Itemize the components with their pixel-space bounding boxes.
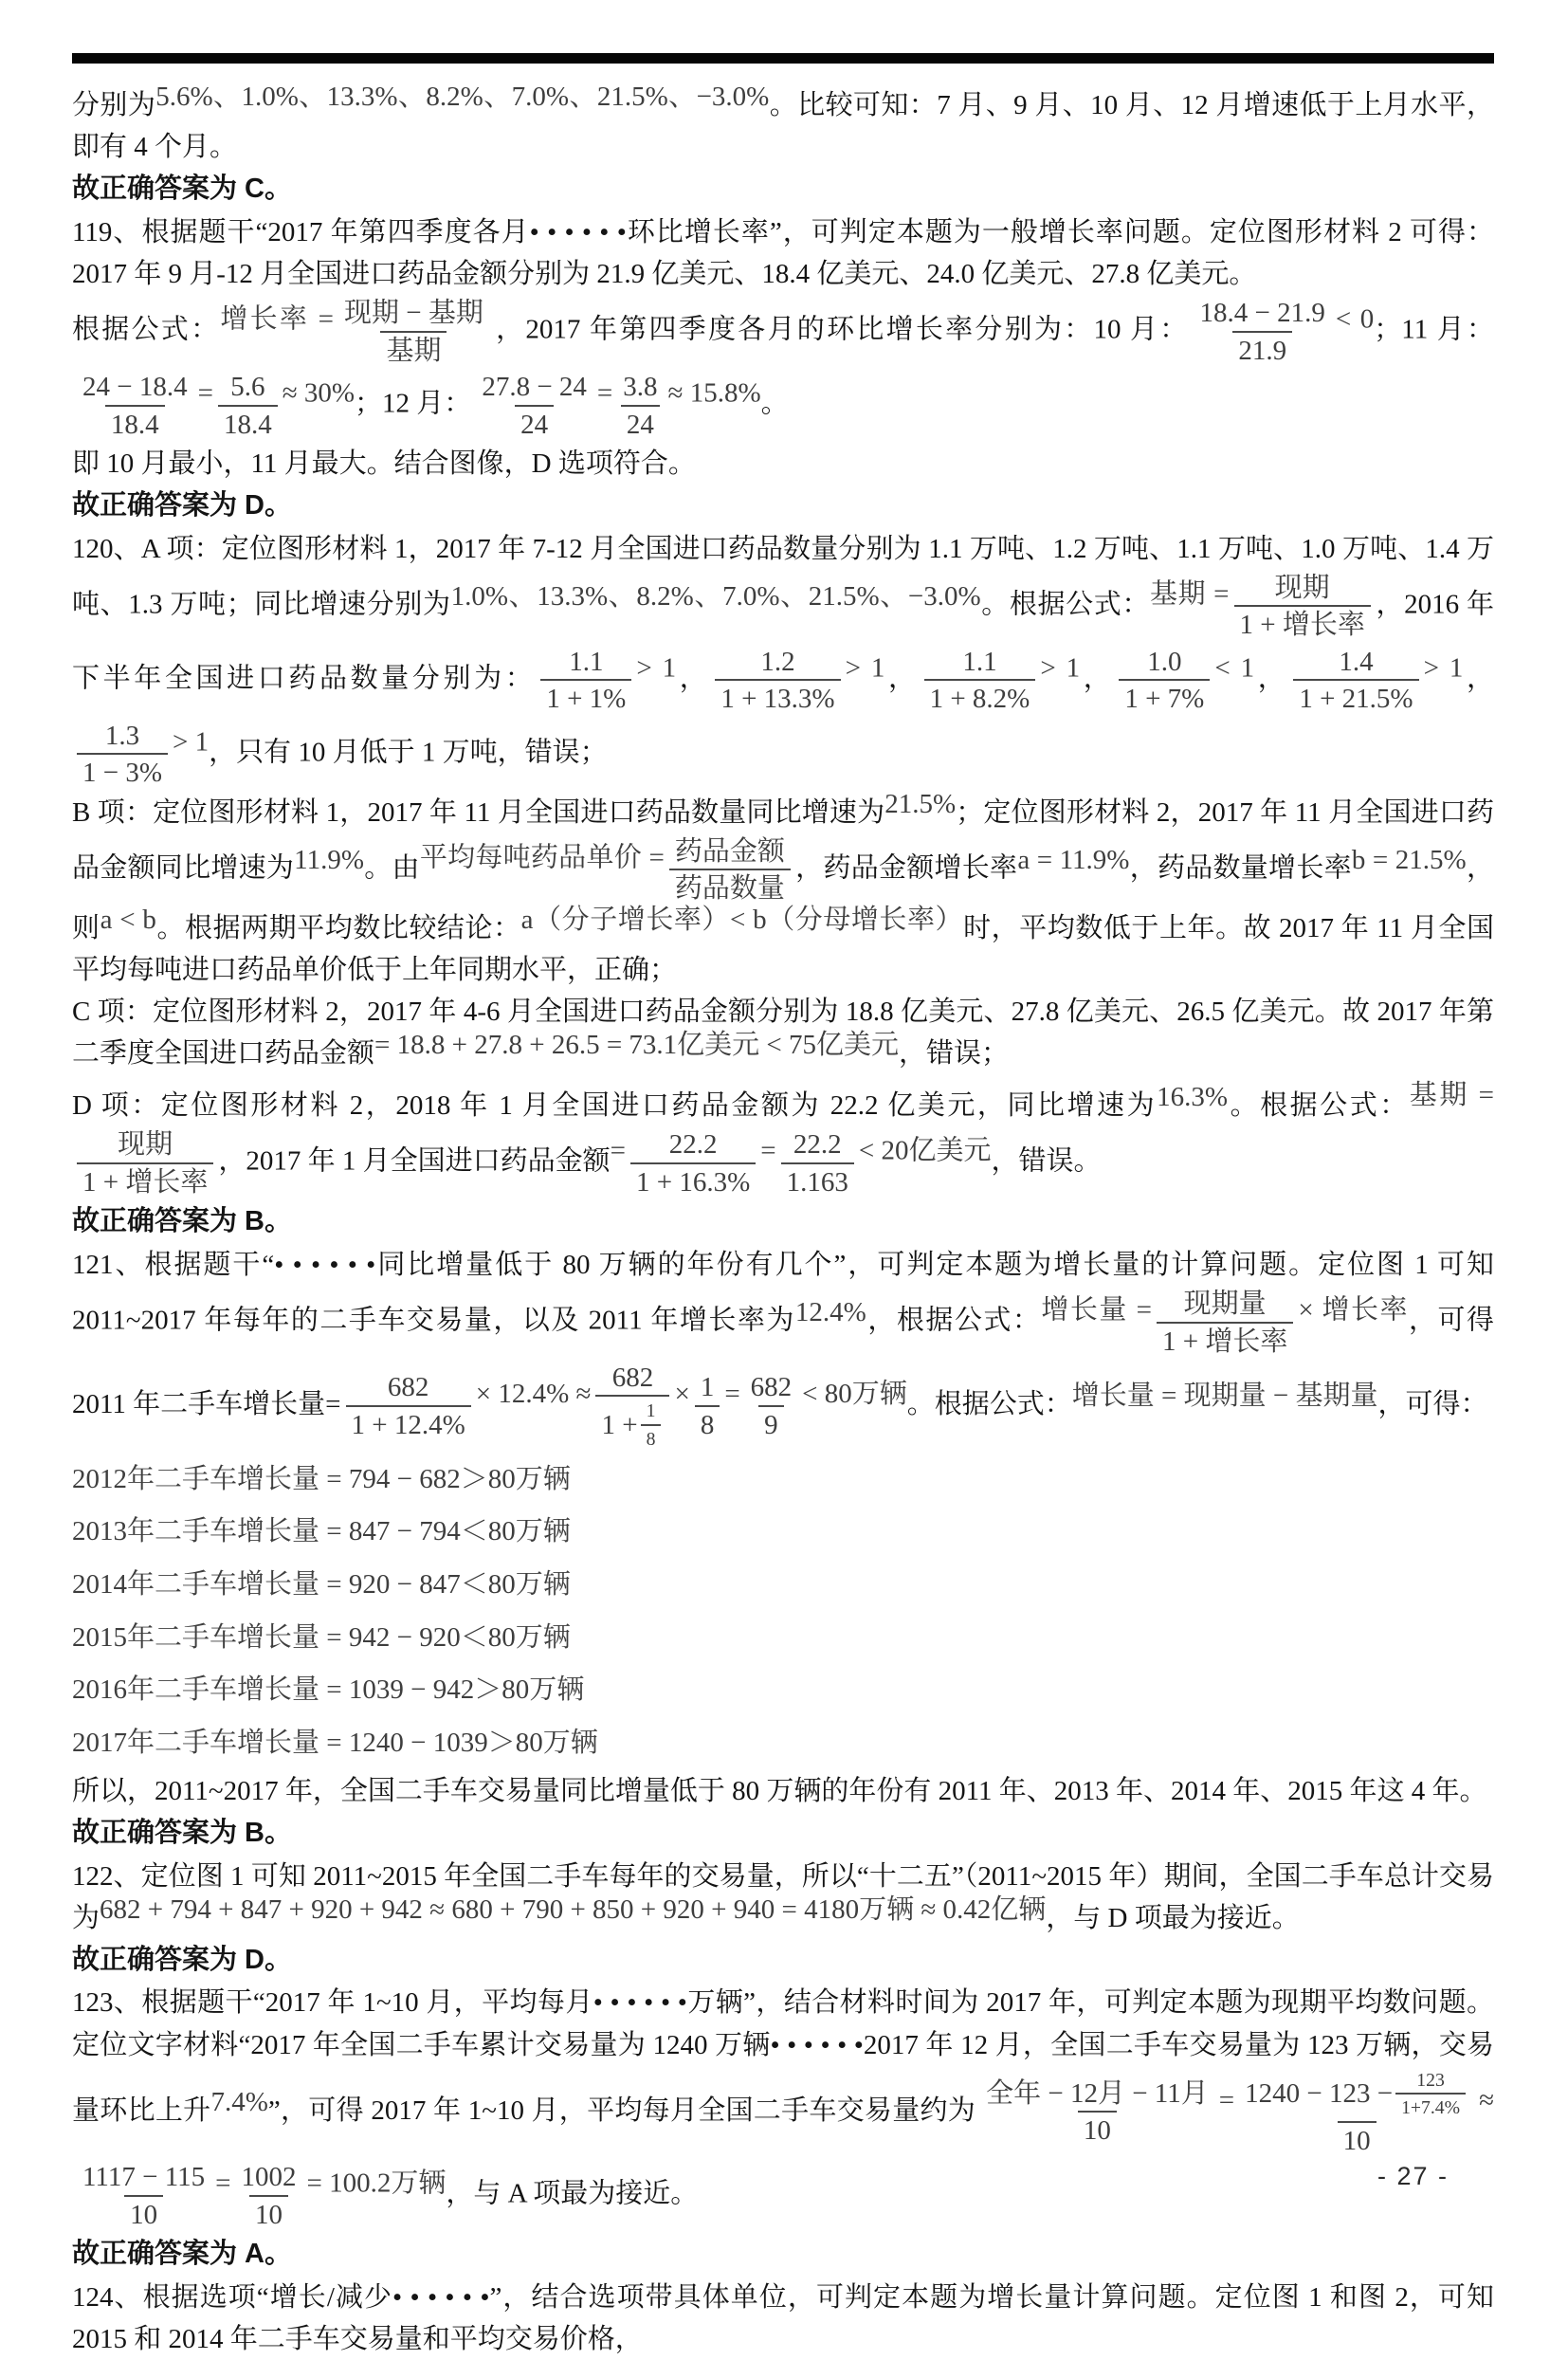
math-run: 基期 = [1150,578,1230,610]
text-run: ，错误； [899,1038,1010,1070]
math-run: 药品金额 [674,835,785,867]
math-run: = [197,377,213,409]
math-run: 5.6 [230,372,265,403]
fraction-denominator [77,753,168,789]
math-run: 1 + [601,1409,638,1440]
answer-line [72,168,1494,211]
text-run: 120、A 项：定位图形材料 1，2017 年 7-12 月全国进口药品数量分别为 1.1 万吨、1.2 万吨、1.1 万吨、1.0 万吨、1.4 万吨、1.3 万吨；同比增速分别为 [72,533,1494,620]
fraction-denominator [595,1395,669,1451]
paragraph [72,1982,1494,2233]
math-run: 1 + 1% [546,684,627,715]
math-run: 1.2 [760,646,795,677]
fraction-numerator [664,1128,723,1162]
text-run: 124、根据选项“增长/减少• • • • • •”，结合选项带具体单位，可判定本题为增长量计算问题。定位图 1 和图 2，可知 2015 和 2014 年二手车交易量和平均交易价格， [72,2282,1494,2355]
math-run: 1.3 [104,720,140,751]
text-run: D 项：定位图形材料 2，2018 年 1 月全国进口药品金额为 22.2 亿美元，同比增速为 [72,1090,1158,1122]
fraction-denominator [621,405,660,441]
fraction [338,297,489,367]
text-run: 。比较可知：7 月、9 月、10 月、12 月增速低于上月水平，即有 4 个月。 [72,90,1494,163]
fraction-denominator [781,1162,854,1198]
fraction-numerator [100,720,145,753]
fraction-numerator [695,1371,720,1404]
fraction-denominator [715,679,840,715]
math-run: 16.3% [1157,1082,1229,1113]
math-run: a < b [100,905,156,936]
text-run: 。根据公式： [1228,1090,1410,1122]
math-run: 现期 [1274,572,1330,603]
math-run: 2015年二手车增长量 = 942 − 920＜80万辆 [72,1621,571,1653]
fraction-denominator [630,1162,756,1198]
fraction-numerator [236,2161,302,2194]
page-number: - 27 - [1377,2162,1449,2190]
text-run: 123、根据题干“2017 年 1~10 月，平均每月• • • • • •万辆”，结合材料时间为 2017 年，可判定本题为现期平均数问题。定位文字材料“2017 年全国二手车累计交易量为 1240 万辆• • • • • •2017 年 12 月，全国二手车交易量为 123 万辆，交易量环比上升 [72,1987,1494,2126]
fraction-numerator [1411,2069,1450,2093]
fraction-denominator [1395,2093,1466,2119]
text-run: 。根据公式： [980,589,1151,620]
fraction [77,720,168,790]
math-run: 1002 [241,2162,297,2193]
math-run: ≈ 15.8% [667,377,761,409]
math-run: 1 + 21.5% [1299,684,1413,715]
fraction-denominator [346,1405,471,1441]
fraction-denominator [758,1405,784,1441]
fraction [745,1371,798,1441]
text-run: ，药品数量增长率 [1129,852,1352,884]
math-run: 1 + 增长率 [82,1166,209,1198]
fraction-numerator [607,1362,660,1395]
text-run: ，与 D 项最为接近。 [1046,1902,1300,1933]
fraction-numerator [77,2161,210,2194]
math-run: 1.0 [1147,646,1182,677]
text-run: 故正确答案为 C。 [72,174,293,205]
math-run: 1 + 8.2% [929,684,1030,715]
answer-line [72,1200,1494,1244]
text-run: ；12 月： [355,388,472,419]
paragraph [72,443,1494,485]
text-run: 。根据两期平均数比较结论： [155,912,521,943]
paragraph [72,84,1494,168]
fraction [1234,572,1371,642]
fraction [77,371,193,441]
math-run: = [760,1135,776,1166]
math-run: 682 [750,1372,793,1403]
math-run: 增长率 = [220,303,335,335]
text-run: ， [1254,663,1289,694]
paragraph [72,211,1494,295]
text-run: ，可得 2011 年二手车增长量= [72,1305,1494,1419]
text-run: ，则 [72,852,1494,943]
math-run: 1 + 12.4% [351,1409,465,1440]
fraction-numerator [669,835,791,869]
math-run: 682 [611,1362,654,1393]
math-run: × 增长率 [1298,1294,1409,1326]
fraction-numerator [338,297,489,330]
equation-line [72,1559,1494,1612]
fraction-numerator [1141,646,1187,679]
math-run: < 20亿美元 [858,1135,992,1166]
math-run: 1+7.4% [1401,2096,1461,2118]
fraction [595,1362,669,1452]
fraction-numerator [1333,646,1378,679]
fraction [476,371,593,441]
math-run: 1 + 13.3% [720,684,835,715]
fraction [630,1128,756,1198]
text-run: ， [1080,663,1115,694]
math-run: 9 [764,1409,778,1440]
fraction-denominator [1234,605,1371,641]
text-run: ，可得： [1377,1388,1488,1419]
math-run: 1 + 7% [1124,684,1205,715]
fraction-numerator [755,646,800,679]
paragraph [72,1856,1494,1939]
fraction-denominator [695,1405,720,1441]
math-run: 1.0%、13.3%、8.2%、7.0%、21.5%、−3.0% [450,580,981,612]
fraction-denominator [380,331,447,367]
fraction [1293,646,1418,716]
math-run: 24 [520,409,549,440]
text-run: ，2017 年第四季度各月的环比增长率分别为：10 月： [493,314,1190,345]
math-run: < 0 [1335,303,1375,335]
math-run: 1 [646,1400,656,1422]
text-run: 时，平均数低于上年。故 2017 年 11 月全国平均每吨进口药品单价低于上年同期水平，正确； [72,912,1494,985]
text-run: ， [1463,663,1494,694]
fraction-numerator [617,371,663,404]
math-run: 18.4 [110,409,159,440]
math-run: ≈ [1479,2084,1494,2115]
math-run: 1240 − 123 − [1245,2077,1394,2109]
document-body [72,84,1494,2360]
fraction [346,1371,471,1441]
text-run: ，错误。 [991,1145,1102,1177]
fraction-numerator [382,1371,435,1404]
math-run: 1.163 [786,1166,848,1198]
text-run: ；定位图形材料 2，2017 年 11 月全国进口药品金额同比增速为 [72,796,1494,884]
math-run: 24 − 18.4 [82,372,188,403]
fraction [540,646,631,716]
fraction [1119,646,1210,716]
math-run: 10 [1083,2115,1111,2147]
text-run: 所以，2011~2017 年，全国二手车交易量同比增量低于 80 万辆的年份有 2011 年、2013 年、2014 年、2015 年这 4 年。 [72,1775,1487,1806]
answer-line [72,1812,1494,1856]
math-run: ≈ 30% [282,377,356,409]
math-run: 1.4 [1339,646,1374,677]
math-run: 7.4% [210,2086,268,2117]
header-double-rule [72,53,1494,64]
fraction [1194,297,1331,367]
equation-line [72,1612,1494,1665]
text-run: C 项：定位图形材料 2，2017 年 4-6 月全国进口药品金额分别为 18.8 亿美元、27.8 亿美元、26.5 亿美元。故 2017 年第二季度全国进口药品金额 [72,996,1494,1070]
paragraph [72,789,1494,991]
text-run: ，根据公式： [866,1305,1042,1336]
text-run: 。 [760,388,789,419]
paragraph [72,295,1494,443]
math-run: = [1218,2084,1235,2115]
math-run: 增长量 = [1041,1294,1152,1326]
math-run: = [596,377,613,409]
math-run: 10 [1342,2125,1371,2156]
fraction-denominator [924,679,1036,715]
equation-line [72,1506,1494,1559]
math-run: 1 + 增长率 [1161,1326,1288,1357]
fraction-numerator [1178,1288,1272,1321]
math-run: > 1 [636,652,677,684]
fraction [77,1128,213,1198]
math-run: b = 21.5% [1351,844,1467,875]
math-run: = [215,2168,231,2199]
math-run: 现期 [118,1129,173,1161]
math-run: 2013年二手车增长量 = 847 − 794＜80万辆 [72,1516,571,1547]
math-run: 基期 [386,335,442,366]
math-run: 11.9% [294,844,365,875]
text-run: 。由 [364,852,420,884]
math-run: > 1 [1423,652,1464,684]
math-run: < 1 [1214,652,1255,684]
text-run: 。根据公式： [906,1388,1072,1419]
text-run: 分别为 [72,90,156,120]
math-run: = [610,1135,626,1166]
fraction-numerator [1269,572,1336,605]
math-run: 1 + 16.3% [635,1166,751,1198]
text-run: ”，可得 2017 年 1~10 月，平均每月全国二手车交易量约为 [267,2095,976,2126]
fraction [617,371,663,441]
math-run: 8 [646,1428,656,1450]
answer-line [72,485,1494,528]
text-run: ；11 月： [1374,314,1494,345]
math-run: 现期量 [1183,1289,1267,1320]
fraction-denominator [249,2195,288,2231]
text-run: 122、定位图 1 可知 2011~2015 年全国二手车每年的交易量，所以“十二五”（2011~2015 年）期间，全国二手车总计交易为 [72,1860,1494,1933]
math-run: > 1 [173,726,210,758]
fraction [715,646,840,716]
text-run: ， [884,663,920,694]
fraction-numerator [563,646,609,679]
math-run: = 100.2万辆 [306,2168,447,2199]
math-run: 2017年二手车增长量 = 1240 − 1039＞80万辆 [72,1727,598,1758]
math-run: 21.9 [1238,335,1287,366]
math-run: < 80万辆 [802,1378,907,1409]
math-run: 10 [130,2199,158,2230]
math-run: 2016年二手车增长量 = 1039 − 942＞80万辆 [72,1674,585,1706]
math-run: 增长量 = 现期量 − 基期量 [1071,1381,1378,1412]
math-run: 5.6%、1.0%、13.3%、8.2%、7.0%、21.5%、−3.0% [155,82,770,113]
math-run: 682 + 794 + 847 + 920 + 942 ≈ 680 + 790 + 850 + 920 + 940 = 4180万辆 ≈ 0.42亿辆 [100,1893,1047,1925]
fraction [1239,2068,1474,2158]
math-run: 27.8 − 24 [482,372,587,403]
math-run: 全年 − 12月 − 11月 [986,2077,1209,2109]
fraction-denominator [218,405,278,441]
fraction [218,371,278,441]
text-run: 119、根据题干“2017 年第四季度各月• • • • • •环比增长率”，可判定本题为一般增长率问题。定位图形材料 2 可得：2017 年 9 月-12 月全国进口药品金额分别为 21.9 亿美元、18.4 亿美元、24.0 亿美元、27.8 亿美元。 [72,216,1494,290]
fraction-denominator [77,1162,213,1198]
math-run: 21.5% [884,789,957,820]
answer-line [72,1939,1494,1983]
equation-line [72,1664,1494,1717]
fraction-numerator [225,371,270,404]
fraction [1395,2069,1466,2119]
math-run: 22.2 [793,1129,842,1161]
fraction [669,835,791,906]
fraction [641,1400,662,1450]
paragraph [72,1244,1494,1454]
fraction-numerator [476,371,593,404]
fraction [236,2161,302,2231]
text-run: ，2017 年 1 月全国进口药品金额 [218,1145,611,1177]
math-run: 1117 − 115 [82,2162,206,2193]
math-run: a（分子增长率）< b（分母增长率） [520,905,964,936]
math-run: 12.4% [794,1296,866,1327]
fraction-numerator [957,646,1002,679]
math-run: 10 [255,2199,283,2230]
math-run: 24 [626,409,654,440]
fraction [980,2077,1214,2148]
text-run: 即 10 月最小，11 月最大。结合图像，D 选项符合。 [72,448,696,479]
fraction-denominator [669,869,791,905]
text-run: ，与 A 项最为接近。 [446,2178,699,2209]
fraction-denominator [105,405,165,441]
math-run: 平均每吨药品单价 = [419,842,665,873]
paragraph [72,1770,1494,1812]
math-run: 现期 − 基期 [344,298,483,329]
fraction-numerator [641,1400,662,1423]
text-run: 故正确答案为 A。 [72,2239,293,2270]
text-run: ， [676,663,711,694]
text-run: 故正确答案为 D。 [72,490,293,521]
fraction [695,1371,720,1441]
fraction-denominator [1338,2121,1377,2157]
fraction-numerator [112,1128,178,1162]
math-run: 18.4 [223,409,272,440]
fraction-denominator [1232,331,1292,367]
text-run: 故正确答案为 D。 [72,1944,293,1975]
math-run: = 18.8 + 27.8 + 26.5 = 73.1亿美元 < 75亿美元 [374,1030,900,1061]
math-run: 3.8 [623,372,658,403]
math-run: 基期 = [1409,1080,1494,1111]
math-run: 药品数量 [674,873,785,905]
text-run: ，2016 年下半年全国进口药品数量分别为： [72,589,1494,694]
fraction [781,1128,854,1198]
fraction-denominator [641,1424,662,1451]
fraction-numerator [1194,297,1331,330]
math-run: 1 [700,1372,715,1403]
math-run: 2012年二手车增长量 = 794 − 682＞80万辆 [72,1463,571,1494]
text-run: 根据公式： [72,314,221,345]
paragraph [72,2277,1494,2360]
math-run: = [724,1378,740,1409]
math-run: 1 + 增长率 [1239,610,1365,641]
fraction [1157,1288,1293,1358]
text-run: 故正确答案为 B。 [72,1817,293,1848]
fraction-numerator [745,1371,798,1404]
math-run: × 12.4% ≈ [475,1378,592,1409]
math-run: 8 [700,1409,715,1440]
math-run: a = 11.9% [1017,844,1130,875]
fraction [924,646,1036,716]
fraction-numerator [788,1128,848,1162]
paragraph [72,528,1494,792]
math-run: 1.1 [962,646,997,677]
fraction-denominator [1293,679,1418,715]
math-run: 2014年二手车增长量 = 920 − 847＜80万辆 [72,1568,571,1600]
text-run: 故正确答案为 B。 [72,1206,293,1237]
fraction-numerator [77,371,193,404]
math-run: > 1 [1040,652,1081,684]
math-run: 682 [387,1372,429,1403]
math-run: 18.4 − 21.9 [1199,298,1325,329]
answer-line [72,2233,1494,2277]
paragraph [72,1074,1494,1200]
fraction-denominator [124,2195,163,2231]
equation-line [72,1454,1494,1507]
fraction-numerator [1239,2068,1474,2121]
fraction-denominator [540,679,631,715]
fraction-denominator [1157,1322,1293,1358]
text-run: B 项：定位图形材料 1，2017 年 11 月全国进口药品数量同比增速为 [72,796,885,828]
math-run: > 1 [845,652,885,684]
paragraph [72,991,1494,1074]
math-run: 1.1 [569,646,604,677]
math-run: × [674,1378,690,1409]
fraction-numerator [980,2077,1214,2111]
fraction-denominator [515,405,554,441]
math-run: 1 − 3% [82,758,163,789]
text-run: ，药品金额增长率 [794,852,1018,884]
fraction-denominator [1078,2111,1117,2147]
equation-line [72,1717,1494,1770]
fraction-denominator [1119,679,1210,715]
fraction [77,2161,210,2231]
math-run: 123 [1416,2069,1445,2091]
math-run: 22.2 [668,1129,718,1161]
text-run: 121、根据题干“• • • • • •同比增量低于 80 万辆的年份有几个”，可判定本题为增长量的计算问题。定位图 1 可知 2011~2017 年每年的二手车交易量，以及 2011 年增长率为 [72,1249,1494,1336]
text-run: ，只有 10 月低于 1 万吨，错误； [209,737,608,768]
